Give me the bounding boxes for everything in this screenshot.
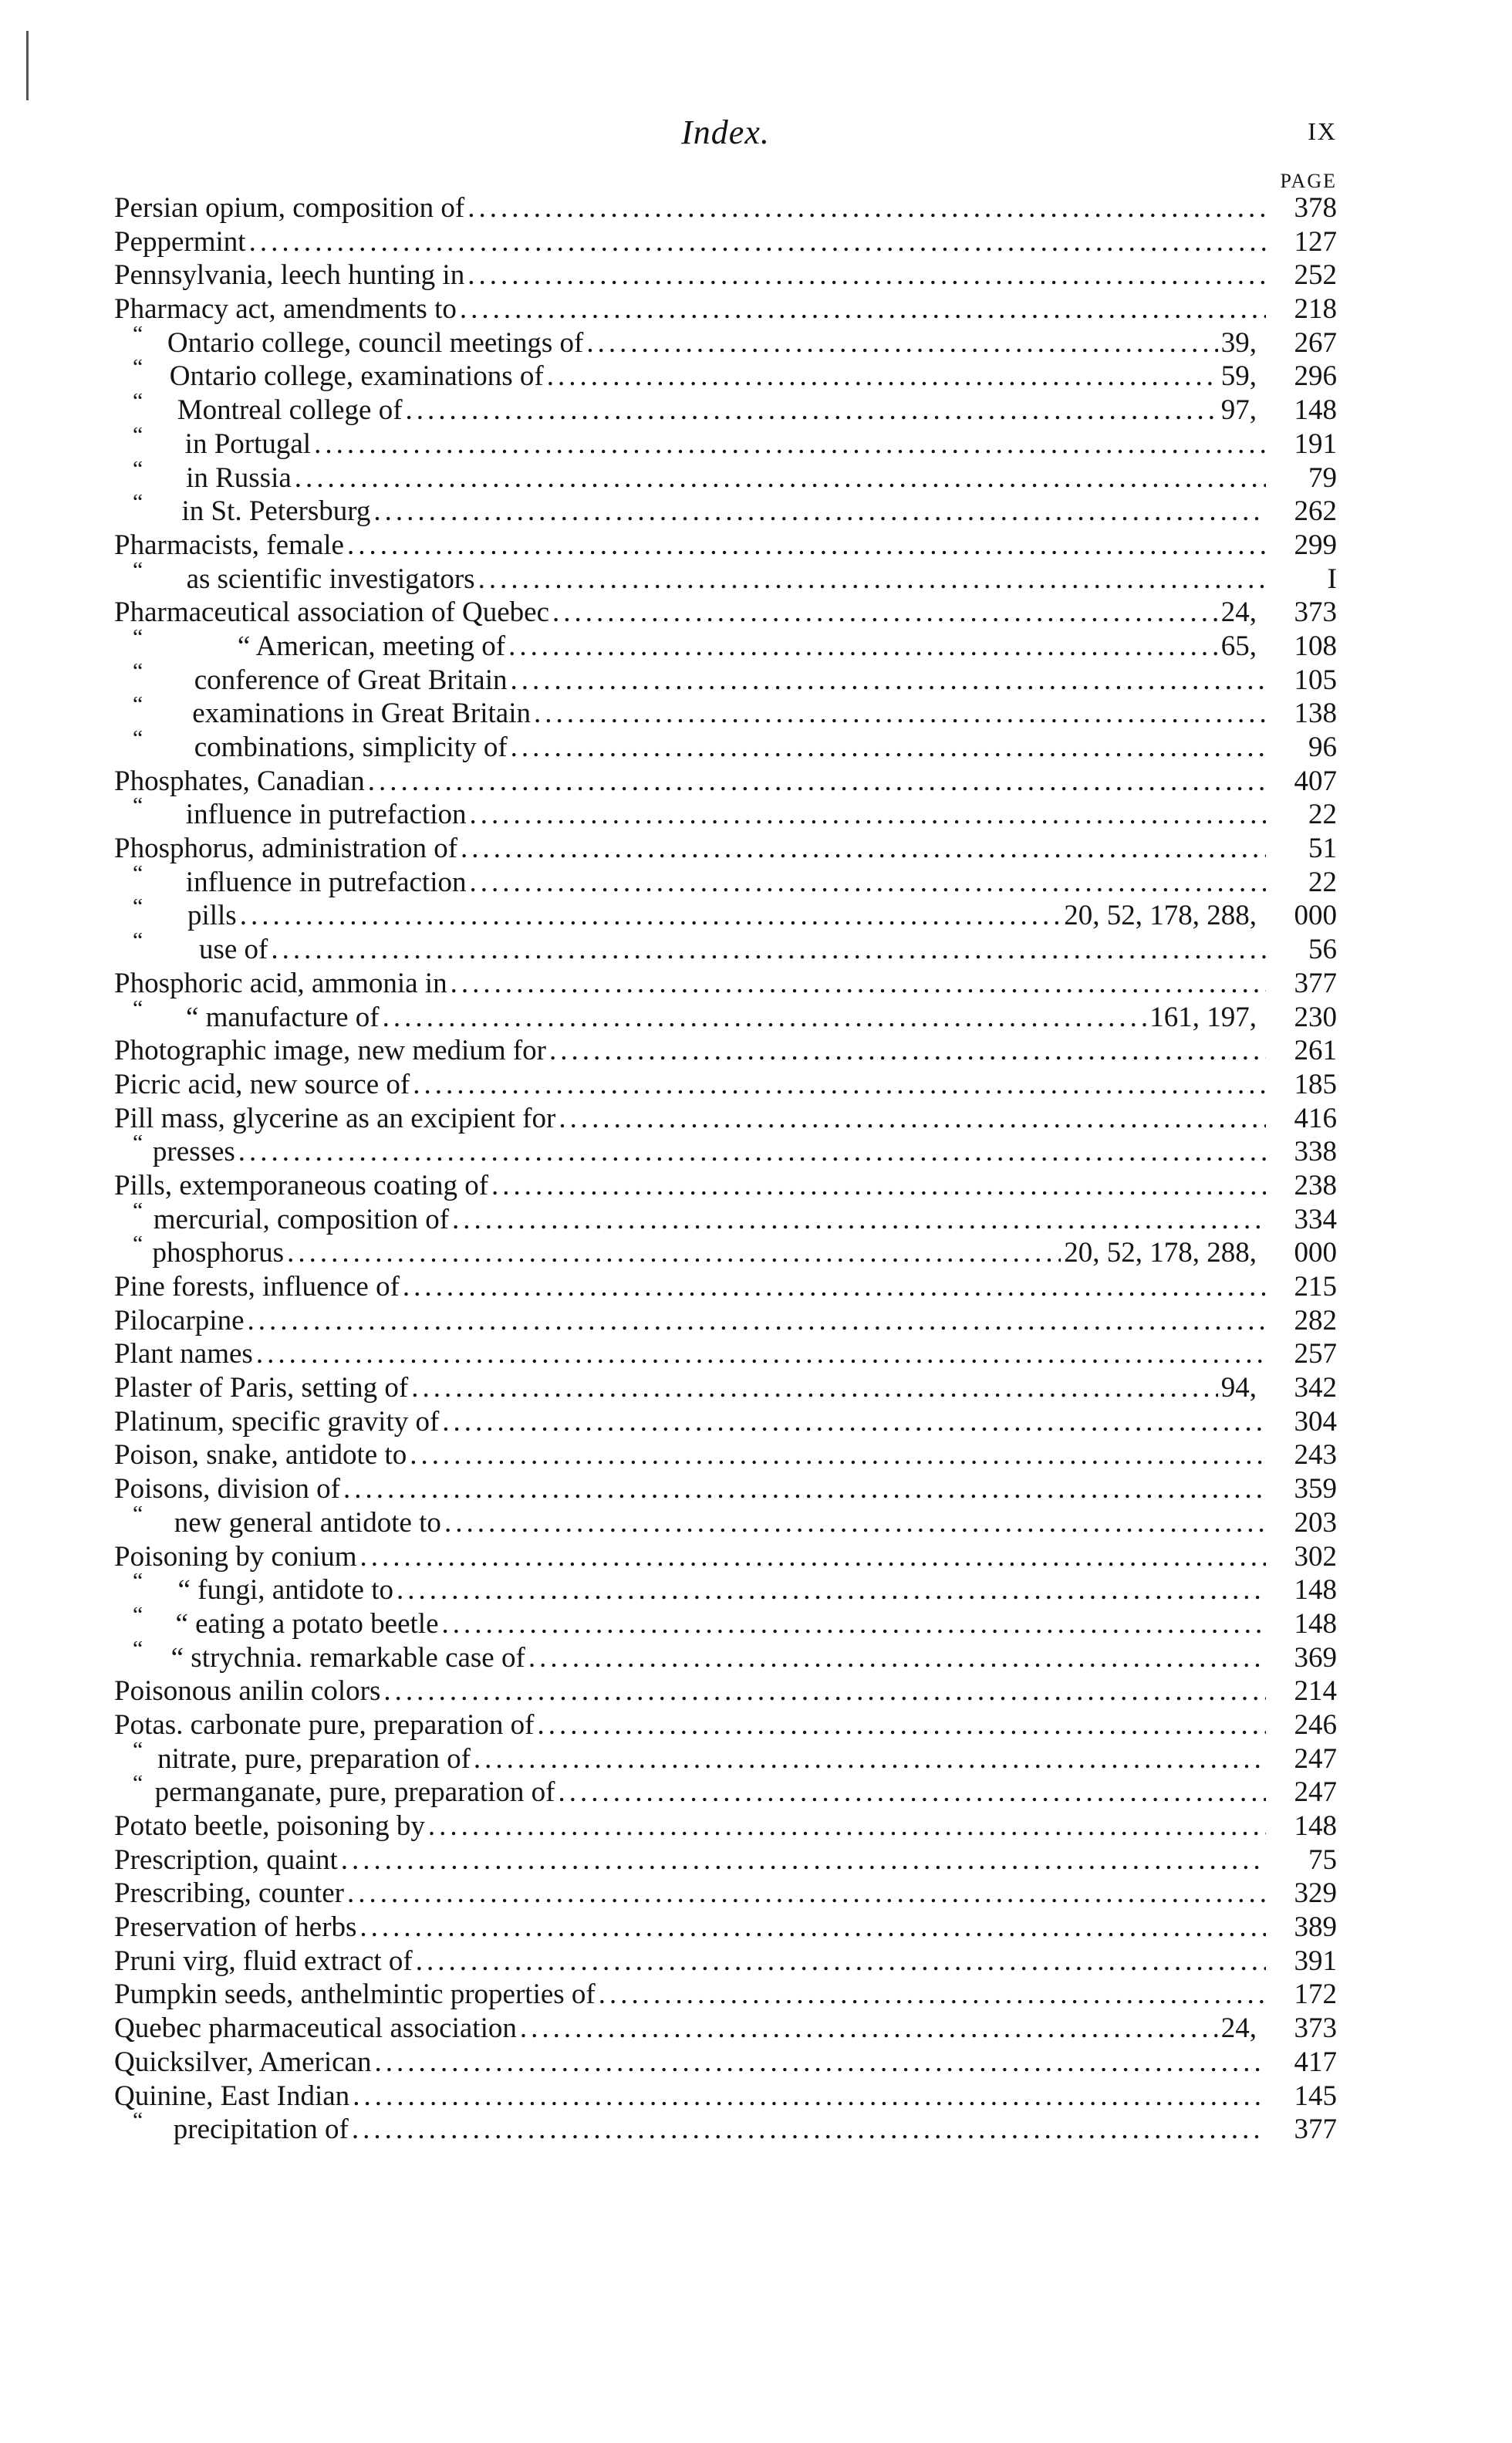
entry-text: Peppermint: [114, 225, 246, 258]
entry-page-number: 172: [1294, 1978, 1337, 2011]
entry-page-number: 148: [1294, 394, 1337, 427]
ditto-mark: “: [133, 899, 143, 920]
running-header: [114, 113, 1337, 159]
dot-leader: [511, 731, 1266, 765]
entry-extra-pages: 20, 52, 178, 288,: [1064, 1237, 1257, 1269]
entry-page-number: 262: [1294, 495, 1337, 528]
entry-text: Pruni virg, fluid extract of: [114, 1945, 413, 1977]
entry-text: mercurial, composition of: [153, 1203, 450, 1235]
entry-text: presses: [152, 1136, 235, 1168]
index-entry: [114, 1034, 1337, 1068]
entry-text: Ontario college, examinations of: [169, 360, 544, 393]
dot-leader: [428, 1809, 1266, 1843]
ditto-mark: “: [133, 360, 143, 380]
entry-text: influence in putrefaction: [185, 799, 467, 831]
dot-leader: [467, 258, 1266, 292]
index-entry: [114, 1270, 1337, 1304]
entry-page-number: 257: [1294, 1338, 1337, 1370]
entry-extra-pages: 20, 52, 178, 288,: [1064, 900, 1257, 932]
ditto-mark: “: [133, 1607, 143, 1627]
index-entry: [114, 1776, 1337, 1809]
entry-text: use of: [198, 934, 268, 966]
ditto-mark: “: [133, 394, 143, 414]
index-entry: [114, 529, 1337, 563]
entry-text: Pharmacists, female: [114, 529, 344, 561]
ditto-mark: “: [133, 495, 143, 515]
dot-leader: [520, 2012, 1218, 2046]
dot-leader: [256, 1337, 1266, 1371]
entry-page-number: 378: [1294, 192, 1337, 224]
dot-leader: [549, 1034, 1266, 1068]
ditto-mark: “: [133, 1573, 143, 1594]
dot-leader: [360, 1540, 1266, 1574]
dot-leader: [397, 1573, 1266, 1607]
entry-text: pills: [187, 900, 237, 932]
dot-leader: [383, 1001, 1147, 1035]
index-entry: [114, 1540, 1337, 1574]
dot-leader: [534, 697, 1266, 731]
entry-page-number: 148: [1294, 1810, 1337, 1842]
entry-page-number: 377: [1294, 967, 1337, 999]
index-entry: [114, 697, 1337, 731]
entry-page-number: 000: [1294, 900, 1337, 932]
dot-leader: [559, 1102, 1266, 1136]
ditto-mark: “: [133, 427, 143, 448]
index-entry: [114, 2046, 1337, 2080]
dot-leader: [469, 866, 1266, 900]
dot-leader: [248, 1304, 1266, 1338]
dot-leader: [295, 461, 1266, 495]
dot-leader: [467, 191, 1266, 225]
entry-page-number: 105: [1294, 664, 1337, 696]
dot-leader: [558, 1776, 1266, 1809]
entry-text: Phosphates, Canadian: [114, 765, 365, 797]
index-entry: [114, 1945, 1337, 1978]
dot-leader: [442, 1405, 1266, 1439]
entry-text: precipitation of: [173, 2114, 349, 2146]
index-entry: [114, 394, 1337, 427]
entry-page-number: 338: [1294, 1136, 1337, 1168]
index-page: [114, 0, 1337, 2443]
dot-leader: [347, 529, 1266, 563]
dot-leader: [451, 967, 1266, 1001]
entry-text: “ eating a potato beetle: [175, 1607, 439, 1640]
index-entry: [114, 2113, 1337, 2147]
entry-text: Poisons, division of: [114, 1473, 340, 1505]
entry-text: Poisoning by conium: [114, 1540, 357, 1573]
index-entry: [114, 832, 1337, 866]
index-entry: [114, 427, 1337, 461]
dot-leader: [599, 1978, 1266, 2012]
entry-page-number: 407: [1294, 765, 1337, 797]
ditto-mark: “: [133, 731, 143, 751]
ditto-mark: “: [133, 933, 143, 954]
entry-text: Ontario college, council meetings of: [167, 326, 584, 359]
ditto-mark: “: [133, 562, 143, 583]
index-entry: [114, 1506, 1337, 1540]
entry-text: Poisonous anilin colors: [114, 1675, 381, 1708]
entry-page-number: 238: [1294, 1169, 1337, 1201]
entry-extra-pages: 39,: [1220, 326, 1257, 359]
index-entry: [114, 258, 1337, 292]
dot-leader: [552, 596, 1218, 630]
entry-text: nitrate, pure, preparation of: [157, 1742, 471, 1775]
dot-leader: [510, 664, 1266, 698]
index-entry: [114, 1877, 1337, 1911]
entry-page-number: 214: [1294, 1675, 1337, 1708]
entry-page-number: 000: [1294, 1237, 1337, 1269]
index-entry: [114, 596, 1337, 630]
ditto-mark: “: [133, 326, 143, 346]
dot-leader: [352, 2113, 1266, 2147]
dot-leader: [460, 292, 1266, 326]
entry-extra-pages: 161, 197,: [1149, 1001, 1257, 1033]
entry-text: conference of Great Britain: [194, 664, 508, 696]
index-entry: [114, 630, 1337, 664]
entry-text: Potas. carbonate pure, preparation of: [114, 1708, 535, 1741]
entry-text: permanganate, pure, preparation of: [154, 1776, 555, 1809]
entry-text: Quinine, East Indian: [114, 2080, 350, 2112]
entry-text: in Russia: [186, 461, 292, 494]
index-entry: [114, 1236, 1337, 1270]
index-entry: [114, 1001, 1337, 1035]
entry-page-number: 148: [1294, 1574, 1337, 1607]
index-entry: [114, 1405, 1337, 1439]
index-entry: [114, 1068, 1337, 1102]
ditto-mark: “: [133, 629, 143, 650]
entry-page-number: 215: [1294, 1271, 1337, 1303]
dot-leader: [416, 1945, 1266, 1978]
entry-text: Plant names: [114, 1338, 253, 1370]
entry-text: Pine forests, influence of: [114, 1271, 400, 1303]
index-entry: [114, 1641, 1337, 1675]
index-entry: [114, 1978, 1337, 2012]
entry-extra-pages: 65,: [1220, 630, 1257, 662]
index-entry: [114, 1708, 1337, 1742]
entry-page-number: 218: [1294, 293, 1337, 326]
entry-page-number: 243: [1294, 1439, 1337, 1472]
entry-text: Phosphorus, administration of: [114, 833, 458, 865]
entry-text: combinations, simplicity of: [194, 732, 508, 763]
index-entry: [114, 664, 1337, 698]
dot-leader: [410, 1438, 1266, 1472]
entry-page-number: 79: [1308, 461, 1337, 494]
entry-extra-pages: 59,: [1220, 360, 1257, 393]
dot-leader: [586, 326, 1217, 360]
page-number: IX: [1308, 117, 1337, 145]
entry-page-number: 282: [1294, 1304, 1337, 1336]
dot-leader: [249, 225, 1266, 259]
index-entry: [114, 1809, 1337, 1843]
index-entry: [114, 1169, 1337, 1203]
entry-text: “ strychnia. remarkable case of: [170, 1641, 525, 1674]
entry-text: Pharmaceutical association of Quebec: [114, 596, 550, 629]
dot-leader: [373, 495, 1266, 529]
index-entry: [114, 1607, 1337, 1641]
entry-text: “ American, meeting of: [237, 630, 506, 662]
dot-leader: [368, 765, 1266, 799]
dot-leader: [341, 1843, 1266, 1877]
index-entry: [114, 866, 1337, 900]
index-entry: [114, 765, 1337, 799]
entry-page-number: 369: [1294, 1641, 1337, 1674]
index-entry: [114, 1438, 1337, 1472]
entry-text: “ manufacture of: [185, 1001, 380, 1033]
index-entry: [114, 461, 1337, 495]
index-entry: [114, 1674, 1337, 1708]
ditto-mark: “: [133, 1202, 143, 1223]
entry-page-number: 145: [1294, 2080, 1337, 2112]
ditto-mark: “: [133, 1000, 143, 1021]
dot-leader: [478, 563, 1266, 596]
index-entry: [114, 1573, 1337, 1607]
entry-text: Phosphoric acid, ammonia in: [114, 967, 447, 999]
index-entry: [114, 933, 1337, 967]
entry-page-number: 417: [1294, 2046, 1337, 2078]
entry-text: Pilocarpine: [114, 1304, 245, 1336]
entry-page-number: 296: [1294, 360, 1337, 393]
dot-leader: [359, 1911, 1266, 1945]
entry-page-number: 252: [1294, 259, 1337, 292]
ditto-mark: “: [133, 461, 143, 482]
entry-page-number: 299: [1294, 529, 1337, 561]
index-entry: [114, 225, 1337, 259]
entry-page-number: 342: [1294, 1372, 1337, 1404]
dot-leader: [383, 1674, 1266, 1708]
entry-text: Prescribing, counter: [114, 1877, 344, 1910]
page-title: Index.: [681, 113, 770, 151]
entry-text: new general antidote to: [174, 1506, 441, 1539]
entry-page-number: 334: [1294, 1203, 1337, 1235]
entry-page-number: 377: [1294, 2114, 1337, 2146]
entry-page-number: 416: [1294, 1102, 1337, 1134]
dot-leader: [271, 933, 1266, 967]
dot-leader: [474, 1742, 1266, 1776]
dot-leader: [343, 1472, 1266, 1506]
entry-extra-pages: 97,: [1220, 394, 1257, 427]
index-entry: [114, 1911, 1337, 1945]
dot-leader: [508, 630, 1218, 664]
dot-leader: [287, 1236, 1061, 1270]
index-entry: [114, 292, 1337, 326]
index-entry: [114, 1102, 1337, 1136]
entry-page-number: I: [1327, 563, 1337, 595]
ditto-mark: “: [133, 663, 143, 684]
dot-leader: [238, 1135, 1266, 1169]
entry-page-number: 56: [1308, 934, 1337, 966]
entry-page-number: 304: [1294, 1405, 1337, 1438]
entry-page-number: 329: [1294, 1877, 1337, 1910]
entry-text: Platinum, specific gravity of: [114, 1405, 440, 1438]
entry-text: Picric acid, new source of: [114, 1068, 410, 1100]
entry-text: Pumpkin seeds, anthelmintic properties of: [114, 1978, 596, 2011]
ditto-mark: “: [133, 798, 143, 819]
entry-text: Pennsylvania, leech hunting in: [114, 259, 465, 292]
entry-page-number: 185: [1294, 1068, 1337, 1100]
entry-page-number: 138: [1294, 698, 1337, 730]
dot-leader: [452, 1203, 1266, 1237]
entry-page-number: 302: [1294, 1540, 1337, 1573]
entry-page-number: 247: [1294, 1776, 1337, 1809]
index-entry: [114, 563, 1337, 596]
entry-extra-pages: 94,: [1220, 1372, 1257, 1404]
dot-leader: [528, 1641, 1266, 1675]
entry-page-number: 191: [1294, 427, 1337, 460]
entry-page-number: 373: [1294, 2012, 1337, 2045]
ditto-mark: “: [133, 1742, 143, 1762]
ditto-mark: “: [133, 2113, 143, 2134]
entry-text: Poison, snake, antidote to: [114, 1439, 407, 1472]
entry-page-number: 246: [1294, 1708, 1337, 1741]
index-entry: [114, 326, 1337, 360]
entry-extra-pages: 24,: [1220, 596, 1257, 629]
ditto-mark: “: [133, 865, 143, 886]
dot-leader: [461, 832, 1266, 866]
ditto-mark: “: [133, 1640, 143, 1661]
dot-leader: [347, 1877, 1266, 1911]
entry-text: phosphorus: [152, 1237, 285, 1269]
entry-page-number: 96: [1308, 732, 1337, 763]
entry-page-number: 391: [1294, 1945, 1337, 1977]
entry-page-number: 22: [1308, 866, 1337, 898]
dot-leader: [413, 1068, 1266, 1102]
entry-text: Quebec pharmaceutical association: [114, 2012, 517, 2045]
index-entry: [114, 798, 1337, 832]
entry-page-number: 261: [1294, 1035, 1337, 1067]
index-entry: [114, 1472, 1337, 1506]
entry-text: as scientific investigators: [186, 563, 475, 595]
dot-leader: [469, 798, 1266, 832]
entry-page-number: 230: [1294, 1001, 1337, 1033]
entry-text: Quicksilver, American: [114, 2046, 372, 2078]
entry-text: Potato beetle, poisoning by: [114, 1810, 425, 1842]
entry-text: Pharmacy act, amendments to: [114, 293, 457, 326]
entry-text: in St. Petersburg: [181, 495, 371, 528]
entry-page-number: 75: [1308, 1843, 1337, 1876]
entry-page-number: 203: [1294, 1506, 1337, 1539]
dot-leader: [240, 899, 1061, 933]
entry-text: Prescription, quaint: [114, 1843, 338, 1876]
entry-page-number: 22: [1308, 799, 1337, 831]
entry-text: Montreal college of: [177, 394, 403, 427]
entry-text: Persian opium, composition of: [114, 192, 465, 224]
index-entry: [114, 2012, 1337, 2046]
entry-page-number: 108: [1294, 630, 1337, 662]
ditto-mark: “: [133, 1505, 143, 1526]
ditto-mark: “: [133, 1776, 143, 1796]
entry-page-number: 148: [1294, 1607, 1337, 1640]
dot-leader: [353, 2080, 1266, 2114]
margin-mark: [26, 31, 29, 100]
entry-text: Photographic image, new medium for: [114, 1035, 547, 1067]
ditto-mark: “: [133, 1135, 143, 1156]
entry-extra-pages: 24,: [1220, 2012, 1257, 2045]
dot-leader: [403, 1270, 1266, 1304]
dot-leader: [442, 1607, 1266, 1641]
index-entry: [114, 899, 1337, 933]
index-entry: [114, 1304, 1337, 1338]
dot-leader: [491, 1169, 1266, 1203]
entry-text: Preservation of herbs: [114, 1911, 357, 1944]
index-entry: [114, 2080, 1337, 2114]
dot-leader: [314, 427, 1266, 461]
index-entry: [114, 1371, 1337, 1405]
entry-page-number: 373: [1294, 596, 1337, 629]
dot-leader: [411, 1371, 1217, 1405]
index-entry: [114, 1203, 1337, 1237]
index-entry: [114, 191, 1337, 225]
dot-leader: [374, 2046, 1266, 2080]
dot-leader: [444, 1506, 1266, 1540]
entry-page-number: 267: [1294, 326, 1337, 359]
entry-text: Plaster of Paris, setting of: [114, 1372, 409, 1404]
entry-page-number: 247: [1294, 1742, 1337, 1775]
ditto-mark: “: [133, 1236, 143, 1257]
index-entry: [114, 967, 1337, 1001]
entry-text: Pills, extemporaneous coating of: [114, 1169, 489, 1201]
index-entry: [114, 731, 1337, 765]
index-entry: [114, 360, 1337, 394]
entry-text: examinations in Great Britain: [192, 698, 531, 730]
ditto-mark: “: [133, 697, 143, 718]
dot-leader: [538, 1708, 1266, 1742]
dot-leader: [547, 360, 1218, 394]
entry-page-number: 127: [1294, 225, 1337, 258]
entry-page-number: 389: [1294, 1911, 1337, 1944]
entry-text: influence in putrefaction: [185, 866, 467, 898]
entry-text: in Portugal: [184, 427, 312, 460]
entry-text: “ fungi, antidote to: [177, 1574, 393, 1607]
index-entry: [114, 495, 1337, 529]
index-entry: [114, 1337, 1337, 1371]
index-entry: [114, 1843, 1337, 1877]
entry-page-number: 51: [1308, 833, 1337, 865]
index-entries: [114, 191, 1337, 2147]
index-entry: [114, 1742, 1337, 1776]
dot-leader: [406, 394, 1218, 427]
page-column-label: PAGE: [1280, 170, 1337, 192]
entry-page-number: 359: [1294, 1473, 1337, 1505]
entry-text: Pill mass, glycerine as an excipient for: [114, 1102, 556, 1134]
index-entry: [114, 1135, 1337, 1169]
